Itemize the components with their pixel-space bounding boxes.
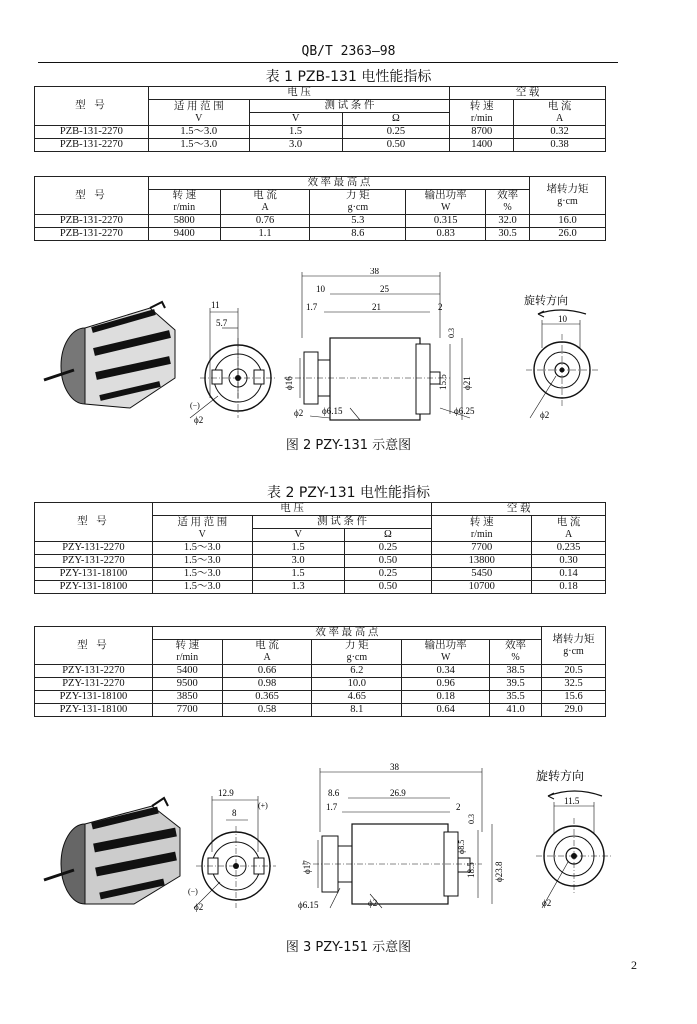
table-row: PZY-131-2270 1.5～3.0 3.0 0.50 13800 0.30 (35, 555, 606, 568)
dim-label: ϕ17 (302, 860, 312, 874)
t2-h-maxeff: 效 率 最 高 点 (152, 627, 541, 640)
dim-label: ϕ2 (542, 898, 552, 908)
table-row: PZY-131-18100 1.5～3.0 1.3 0.50 10700 0.18 (35, 581, 606, 594)
dim-label: ϕ2 (368, 898, 378, 908)
dim-label: ϕ6.15 (322, 406, 343, 416)
minus-terminal-label: (−) (190, 401, 200, 410)
dim-label: 38 (370, 268, 379, 276)
t2-h-current: 电 流 A (532, 516, 606, 542)
t1-h-ohm: Ω (342, 113, 450, 126)
t1-h-noload: 空 载 (450, 87, 606, 100)
table1-efficiency (34, 176, 606, 241)
figure3-caption: 图 3 PZY-151 示意图 (285, 940, 412, 955)
table-row: PZY-131-18100 1.5～3.0 1.5 0.25 5450 0.14 (35, 568, 606, 581)
dim-label: ϕ23.8 (494, 861, 504, 882)
t1-h-current: 电 流 A (514, 100, 606, 126)
dim-label: 10 (558, 314, 567, 324)
dim-label: 11.5 (564, 796, 580, 806)
dim-label: 11 (211, 300, 220, 310)
end-view-right (526, 310, 598, 418)
table-row: PZB-131-2270 9400 1.1 8.6 0.83 30.5 26.0 (35, 228, 606, 241)
dim-label: 12.9 (218, 788, 234, 798)
t2-h-speed2: 转 速 r/min (152, 640, 222, 665)
minus-terminal-label: (−) (188, 887, 198, 896)
t1-h-range: 适 用 范 围 V (148, 100, 249, 126)
dim-label: 21 (372, 302, 381, 312)
dim-label: 25 (380, 284, 389, 294)
dim-label: 10 (316, 284, 325, 294)
t1-h-maxeff: 效 率 最 高 点 (148, 177, 529, 190)
dim-label: 1.7 (326, 802, 338, 812)
t1-h-speed: 转 速 r/min (450, 100, 514, 126)
table-row: PZY-131-18100 3850 0.365 4.65 0.18 35.5 15.6 (35, 691, 606, 704)
table1 (34, 86, 606, 152)
t1-h-test: 测 试 条 件 (249, 100, 450, 113)
dim-label: ϕ2 (540, 410, 550, 420)
table2-caption: 表 2 PZY-131 电性能指标 (267, 485, 430, 501)
motor-photo (44, 798, 180, 904)
dim-label: ϕ6.15 (298, 900, 319, 910)
dim-label: 2 (438, 302, 443, 312)
dim-label: ϕ8.5 (457, 839, 466, 854)
dim-label: ϕ21 (462, 376, 472, 390)
figure2-drawing (30, 268, 630, 428)
figure2-caption: 图 2 PZY-131 示意图 (285, 438, 412, 453)
figure3-drawing (30, 762, 630, 922)
rotation-direction-label: 旋转方向 (536, 769, 585, 783)
dim-label: 26.9 (390, 788, 406, 798)
t2-h-ohm: Ω (344, 529, 432, 542)
dim-label: 38 (390, 762, 399, 772)
dim-label: 18.5 (466, 862, 476, 878)
table2-efficiency (34, 626, 606, 717)
dim-label: 2 (456, 802, 461, 812)
dim-label: ϕ2 (294, 408, 304, 418)
table2 (34, 502, 606, 594)
t2-h-v: V (252, 529, 344, 542)
table-row: PZB-131-2270 1.5～3.0 1.5 0.25 8700 0.32 (35, 126, 606, 139)
t1-h-stall: 堵转力矩 g·cm (530, 177, 606, 215)
table-row: PZB-131-2270 1.5～3.0 3.0 0.50 1400 0.38 (35, 139, 606, 152)
rotation-direction-label: 旋转方向 (524, 295, 568, 307)
t1-h-voltage: 电 压 (148, 87, 449, 100)
t2-h-power: 输出功率 W (402, 640, 490, 665)
dim-label: ϕ2 (194, 415, 204, 425)
t2-h-voltage: 电 压 (152, 503, 431, 516)
t1-h-power: 输出功率 W (406, 190, 486, 215)
t1-h-torque: 力 矩 g·cm (310, 190, 406, 215)
t1-h-model-b: 型 号 (35, 177, 149, 215)
header-rule (38, 62, 618, 63)
t1-h-current2: 电 流 A (220, 190, 310, 215)
dim-label: ϕ6.25 (454, 406, 475, 416)
t2-h-eff: 效率 % (490, 640, 542, 665)
dim-label: ϕ2 (194, 902, 204, 912)
table-row: PZB-131-2270 5800 0.76 5.3 0.315 32.0 16.0 (35, 215, 606, 228)
t2-h-current2: 电 流 A (222, 640, 312, 665)
table1-caption: 表 1 PZB-131 电性能指标 (265, 69, 432, 85)
table-row: PZY-131-18100 7700 0.58 8.1 0.64 41.0 29.0 (35, 704, 606, 717)
dim-label: ϕ16 (284, 376, 294, 390)
t2-h-model: 型 号 (35, 503, 153, 542)
plus-terminal-label: (+) (258, 801, 268, 810)
t1-h-eff: 效率 % (486, 190, 530, 215)
end-view-left (190, 308, 276, 418)
t2-h-torque: 力 矩 g·cm (312, 640, 402, 665)
t1-h-model: 型 号 (35, 87, 149, 126)
dim-label: 8.6 (328, 788, 340, 798)
dim-label: 15.5 (438, 374, 448, 390)
t2-h-model-b: 型 号 (35, 627, 153, 665)
page-number: 2 (631, 958, 637, 972)
dim-label: 8 (232, 808, 237, 818)
dim-label: 0.3 (447, 328, 456, 338)
t1-h-v: V (249, 113, 342, 126)
t2-h-range: 适 用 范 围 V (152, 516, 252, 542)
table-row: PZY-131-2270 1.5～3.0 1.5 0.25 7700 0.235 (35, 542, 606, 555)
dim-label: 5.7 (216, 318, 228, 328)
t2-h-test: 测 试 条 件 (252, 516, 432, 529)
standard-code: QB/T 2363—98 (301, 44, 396, 59)
motor-photo (44, 302, 175, 408)
t2-h-noload: 空 载 (432, 503, 606, 516)
side-view (284, 272, 470, 420)
end-view-right (536, 791, 612, 908)
t2-h-stall: 堵转力矩 g·cm (542, 627, 606, 665)
t2-h-speed: 转 速 r/min (432, 516, 532, 542)
t1-h-speed2: 转 速 r/min (148, 190, 220, 215)
table-row: PZY-131-2270 9500 0.98 10.0 0.96 39.5 32.5 (35, 678, 606, 691)
dim-label: 0.3 (467, 814, 476, 824)
dim-label: 1.7 (306, 302, 318, 312)
table-row: PZY-131-2270 5400 0.66 6.2 0.34 38.5 20.5 (35, 665, 606, 678)
